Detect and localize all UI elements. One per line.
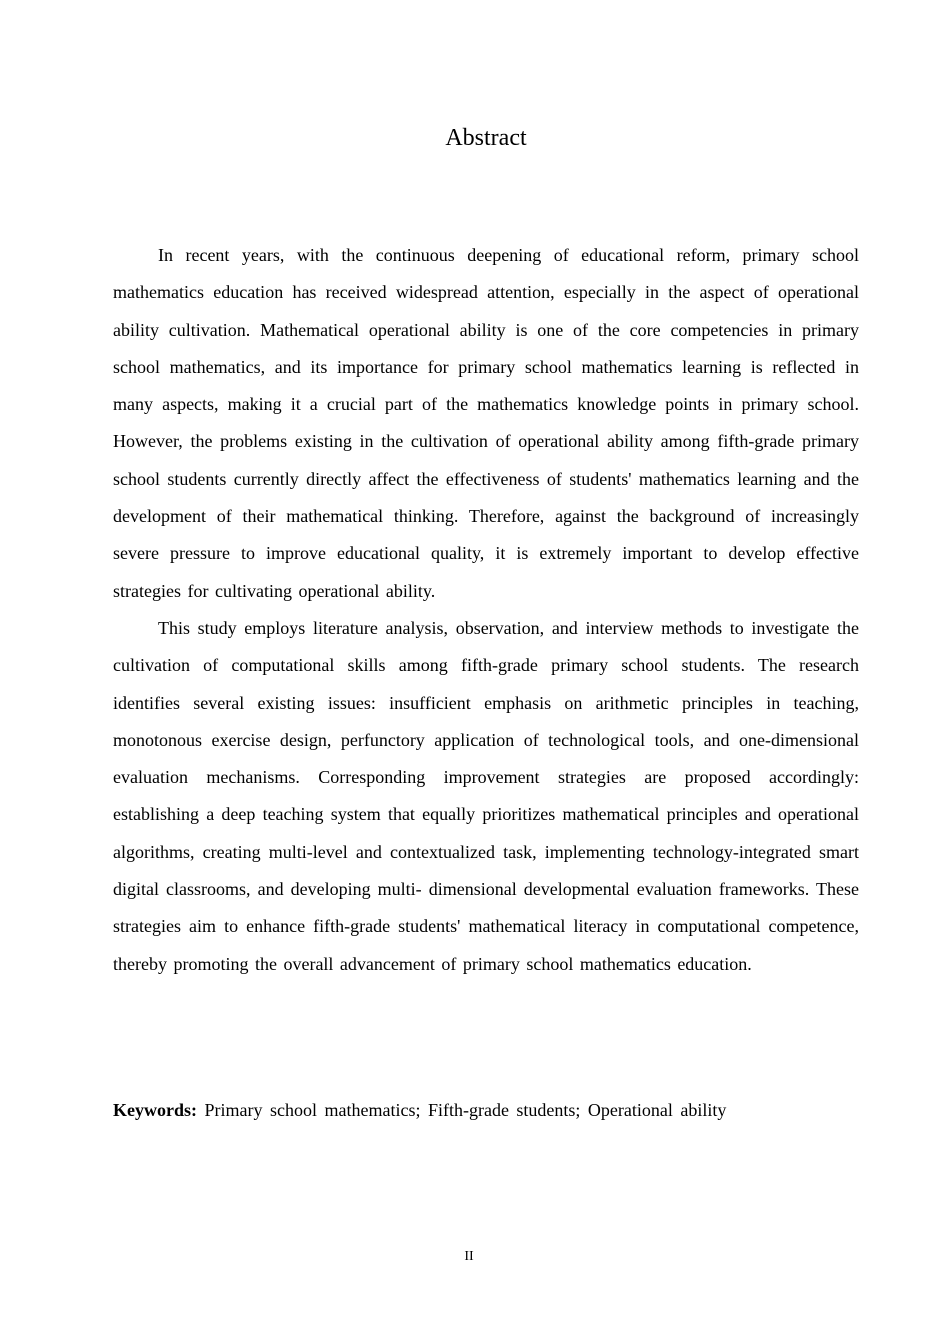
- page-title: Abstract: [445, 125, 527, 151]
- abstract-body: [113, 237, 859, 983]
- abstract-paragraph-1: In recent years, with the continuous deepening of educational reform, primary school mathematics education has received widespread attention, especially in the aspect of operational ability cultivation. Mathematical operational ability is one of the core competencies in primary school mathematics, and its importance for primary school mathematics learning is reflected in many aspects, making it a crucial part of the mathematics knowledge points in primary school. However, the problems existing in the cultivation of operational ability among fifth-grade primary school students currently directly affect the effectiveness of students' mathematics learning and the development of their mathematical thinking. Therefore, against the background of increasingly severe pressure to improve educational quality, it is extremely important to develop effective strategies for cultivating operational ability.: [113, 245, 859, 601]
- keywords-value: Primary school mathematics; Fifth-grade students; Operational ability: [204, 1100, 727, 1120]
- keywords-label: Keywords:: [113, 1100, 197, 1120]
- page-number: II: [464, 1249, 474, 1264]
- abstract-paragraph-2: This study employs literature analysis, observation, and interview methods to investigate the cultivation of computational skills among fifth-grade primary school students. The research identifies several existing issues: insufficient emphasis on arithmetic principles in teaching, monotonous exercise design, perfunctory application of technological tools, and one-dimensional evaluation mechanisms. Corresponding improvement strategies are proposed accordingly: establishing a deep teaching system that equally prioritizes mathematical principles and operational algorithms, creating multi-level and contextualized task, implementing technology-integrated smart digital classrooms, and developing multi- dimensional developmental evaluation frameworks. These strategies aim to enhance fifth-grade students' mathematical literacy in computational competence, thereby promoting the overall advancement of primary school mathematics education.: [113, 617, 859, 974]
- keywords-line: [113, 1094, 859, 1126]
